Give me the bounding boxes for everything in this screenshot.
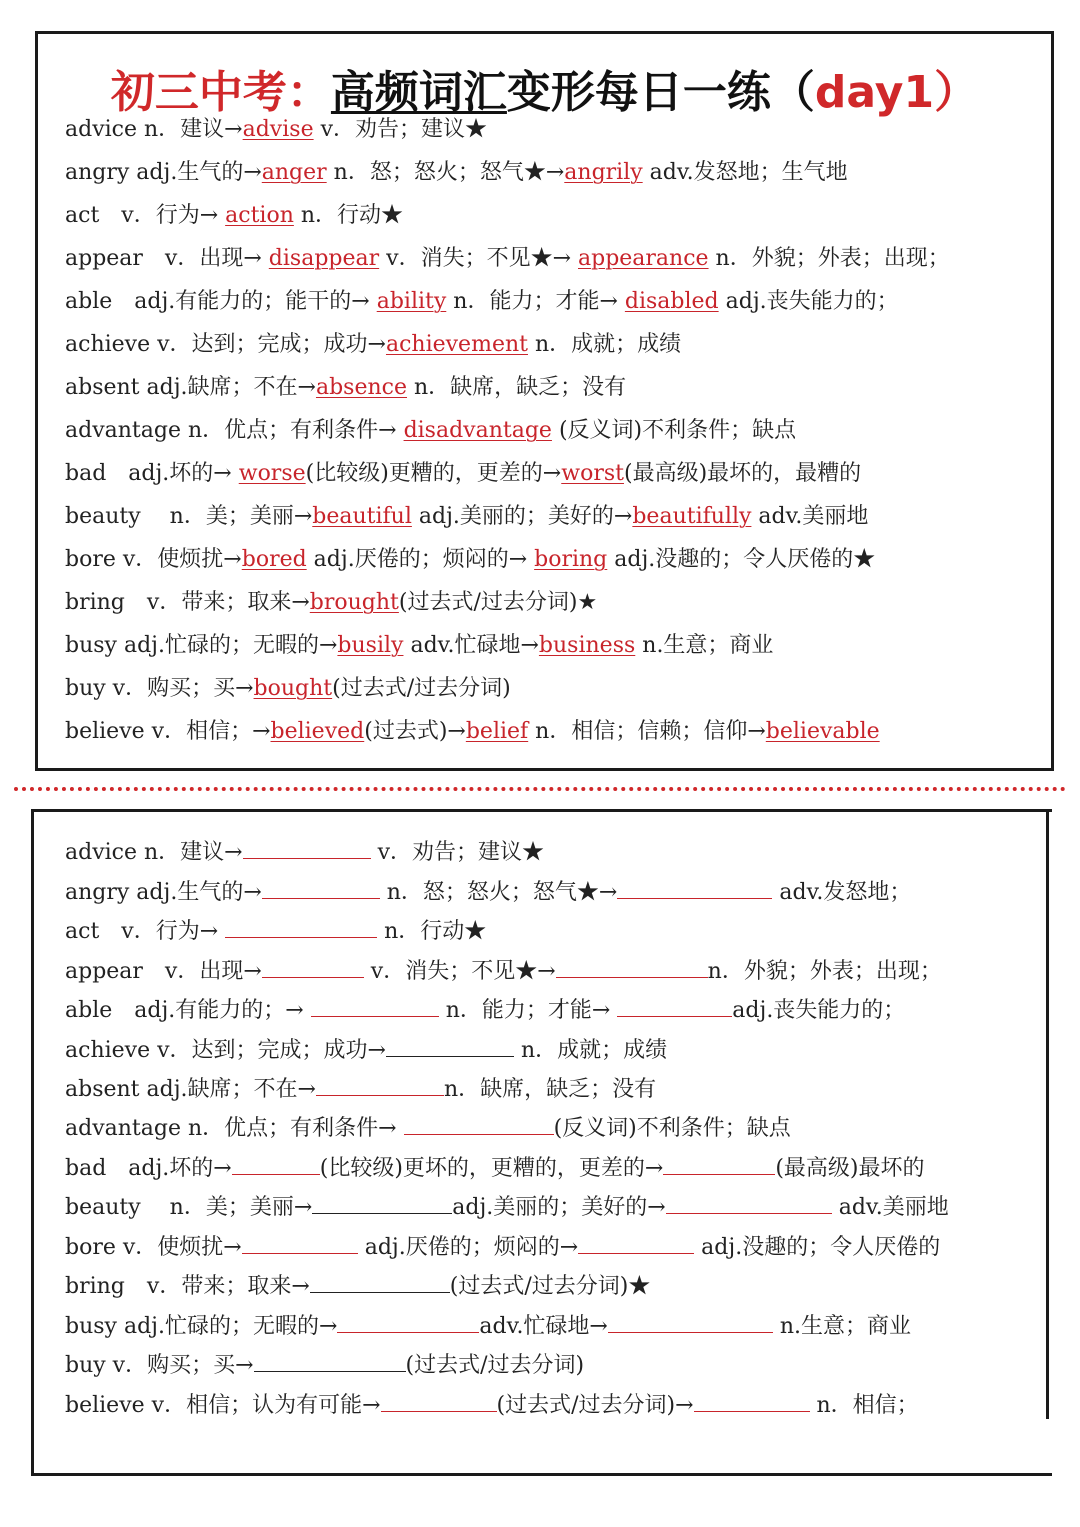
answer-blank[interactable] [608,1312,773,1333]
answer-word: belief [465,719,529,744]
answer-text: adj.美丽的；美好的→ [411,504,633,529]
exercise-text: (过去式/过去分词)→ [496,1393,694,1418]
answer-blank[interactable] [663,1154,775,1175]
answer-text: advantage n．优点；有利条件→ [65,418,404,443]
exercise-text: able adj.有能力的；→ [65,998,311,1023]
answer-word: believable [765,719,880,744]
answer-word: achievement [385,332,528,357]
exercise-text: adj.美丽的；美好的→ [452,1195,666,1220]
answer-text: act v．行为→ [65,203,226,228]
page-title [38,56,1051,120]
answer-word: busily [337,633,404,658]
answer-word: ability [376,289,447,314]
answer-word: disadvantage [403,418,552,443]
answer-blank[interactable] [617,996,732,1017]
exercise-text: advantage n．优点；有利条件→ [65,1116,404,1141]
exercise-text: angry adj.生气的→ [65,880,262,905]
exercise-text: advice n．建议→ [65,840,243,865]
exercise-text: adj.厌倦的；烦闷的→ [357,1235,579,1260]
answer-word: absence [315,375,407,400]
answer-blank[interactable] [666,1193,832,1214]
title-prefix: 初三中考： [110,67,331,118]
answer-text: appear v．出现→ [65,246,269,271]
exercise-text: n．怒；怒火；怒气★→ [379,880,618,905]
exercise-text: adj.丧失能力的； [732,998,906,1023]
answer-line [65,459,861,489]
answer-text: adj.没趣的；令人厌倦的★ [607,547,876,572]
exercise-line [65,1075,656,1105]
exercise-text: n.生意；商业 [772,1314,912,1339]
answer-blank[interactable] [404,1114,554,1135]
exercise-line [65,878,911,908]
exercise-text: bad adj.坏的→ [65,1156,232,1181]
answer-line [65,373,626,403]
answer-line [65,502,868,532]
answer-text: n．行动★ [293,203,404,228]
answer-word: believed [270,719,365,744]
title-day: day1 [814,67,935,118]
answer-text: advice n．建议→ [65,117,243,142]
answer-text: n．相信；信赖；信仰→ [528,719,766,744]
answer-line [65,674,511,704]
answer-text: (最高级)最坏的，最糟的 [623,461,862,486]
exercise-text: (比较级)更坏的，更糟的，更差的→ [319,1156,664,1181]
answer-word: angrily [564,160,643,185]
answer-blank[interactable] [694,1391,810,1412]
answer-line [65,631,773,661]
answer-word: business [538,633,636,658]
answer-word: appearance [578,246,709,271]
exercise-line [65,1391,919,1421]
exercise-line [65,917,486,947]
answer-word: bought [253,676,333,701]
answer-text: adj.丧失能力的； [718,289,899,314]
answer-text: (比较级)更糟的，更差的→ [305,461,562,486]
answer-text: able adj.有能力的；能干的→ [65,289,377,314]
exercise-text: adv.美丽地 [831,1195,949,1220]
answer-text: busy adj.忙碌的；无暇的→ [65,633,338,658]
answer-word: worse [238,461,306,486]
answer-text: bad adj.坏的→ [65,461,239,486]
exercise-text: absent adj.缺席；不在→ [65,1077,316,1102]
answer-blank[interactable] [381,1391,497,1412]
answer-text: angry adj.生气的→ [65,160,262,185]
exercise-text: adv.忙碌地→ [479,1314,608,1339]
exercise-text: adv.发怒地； [772,880,912,905]
answer-blank[interactable] [556,957,708,978]
answer-text: adv.发怒地；生气地 [642,160,848,185]
answer-blank[interactable] [225,917,377,938]
answer-text: (过去式/过去分词) [332,676,511,701]
exercise-line [65,957,942,987]
exercise-text: (过去式/过去分词) [405,1353,585,1378]
answer-line [65,201,403,231]
answer-blank[interactable] [242,1233,358,1254]
answer-word: action [225,203,294,228]
exercise-text: busy adj.忙碌的；无暇的→ [65,1314,338,1339]
exercise-box-edge [1046,809,1049,1419]
exercise-text: adj.没趣的；令人厌倦的 [694,1235,941,1260]
answer-line [65,717,880,747]
answer-blank[interactable] [262,878,380,899]
answer-word: boring [534,547,608,572]
answer-line [65,545,875,575]
answer-word: disabled [624,289,719,314]
exercise-line [65,1114,791,1144]
exercise-text: v．消失；不见★→ [363,959,556,984]
exercise-text: achieve v．达到；完成；成功→ [65,1038,386,1063]
exercise-line [65,996,905,1026]
answer-blank[interactable] [232,1154,320,1175]
answer-word: advise [242,117,314,142]
exercise-text: n．相信； [809,1393,919,1418]
exercise-line [65,1233,940,1263]
exercise-text: beauty n．美；美丽→ [65,1195,313,1220]
exercise-text: n．成就；成绩 [513,1038,668,1063]
answer-word: brought [309,590,399,615]
exercise-line [65,1312,911,1342]
exercise-text: n．能力；才能→ [438,998,618,1023]
answer-text: (过去式/过去分词)★ [398,590,598,615]
answer-text: bore v．使烦扰→ [65,547,242,572]
title-close: ） [934,67,979,118]
answer-text: absent adj.缺席；不在→ [65,375,316,400]
answer-blank[interactable] [262,957,364,978]
exercise-text: (最高级)最坏的 [775,1156,925,1181]
answer-text: buy v．购买；买→ [65,676,254,701]
answer-line [65,158,848,188]
title-main: 高频词汇 [330,67,507,118]
exercise-text: buy v．购买；买→ [65,1353,254,1378]
exercise-text: bore v．使烦扰→ [65,1235,242,1260]
answer-blank[interactable] [312,1193,452,1214]
answer-text: adv.忙碌地→ [403,633,539,658]
answer-text: n．成就；成绩 [527,332,682,357]
answer-word: anger [261,160,327,185]
answer-text: n．外貌；外表；出现； [708,246,950,271]
answer-blank[interactable] [310,1272,450,1293]
exercise-text: n．行动★ [377,919,487,944]
answer-text: v．消失；不见★→ [379,246,578,271]
answer-blank[interactable] [386,1036,514,1057]
answer-text: bring v．带来；取来→ [65,590,310,615]
exercise-text: bring v．带来；取来→ [65,1274,310,1299]
answer-word: bored [241,547,307,572]
answer-text: (过去式)→ [364,719,466,744]
answer-blank[interactable] [337,1312,479,1333]
exercise-text: (反义词)不利条件；缺点 [553,1116,791,1141]
answer-line [65,416,796,446]
answer-blank[interactable] [254,1351,406,1372]
answer-text: achieve v．达到；完成；成功→ [65,332,386,357]
exercise-text: believe v．相信；认为有可能→ [65,1393,381,1418]
exercise-text: appear v．出现→ [65,959,262,984]
exercise-line [65,1154,925,1184]
answer-text: n.生意；商业 [635,633,774,658]
answer-line [65,244,950,274]
exercise-text: v．劝告；建议★ [370,840,545,865]
exercise-line [65,1272,650,1302]
answer-line [65,588,597,618]
answer-line [65,330,681,360]
exercise-text: (过去式/过去分词)★ [449,1274,651,1299]
exercise-text: n．外貌；外表；出现； [707,959,942,984]
answer-text: v．劝告；建议★ [313,117,488,142]
answer-line [65,287,899,317]
exercise-line [65,1036,667,1066]
answer-blank[interactable] [316,1075,444,1096]
exercise-line [65,838,544,868]
answer-text: n．能力；才能→ [446,289,625,314]
answer-text: adj.厌倦的；烦闷的→ [306,547,535,572]
answer-line [65,115,487,145]
answer-word: beautifully [632,504,752,529]
answer-blank[interactable] [617,878,772,899]
answer-text: beauty n．美；美丽→ [65,504,313,529]
exercise-text: act v．行为→ [65,919,226,944]
answer-blank[interactable] [243,838,371,859]
exercise-line [65,1193,949,1223]
answer-text: n．缺席，缺乏；没有 [407,375,627,400]
answer-word: disappear [268,246,380,271]
answer-blank[interactable] [578,1233,694,1254]
answer-text: adv.美丽地 [751,504,869,529]
answer-word: beautiful [312,504,412,529]
answer-word: worst [561,461,624,486]
answer-text: believe v．相信；→ [65,719,271,744]
answer-text: n．怒；怒火；怒气★→ [326,160,565,185]
answer-text: (反义词)不利条件；缺点 [551,418,797,443]
exercise-text: n．缺席，缺乏；没有 [443,1077,657,1102]
title-suffix: 变形每日一练（ [506,67,815,118]
answer-blank[interactable] [311,996,439,1017]
exercise-line [65,1351,584,1381]
dotted-divider [14,787,1066,791]
